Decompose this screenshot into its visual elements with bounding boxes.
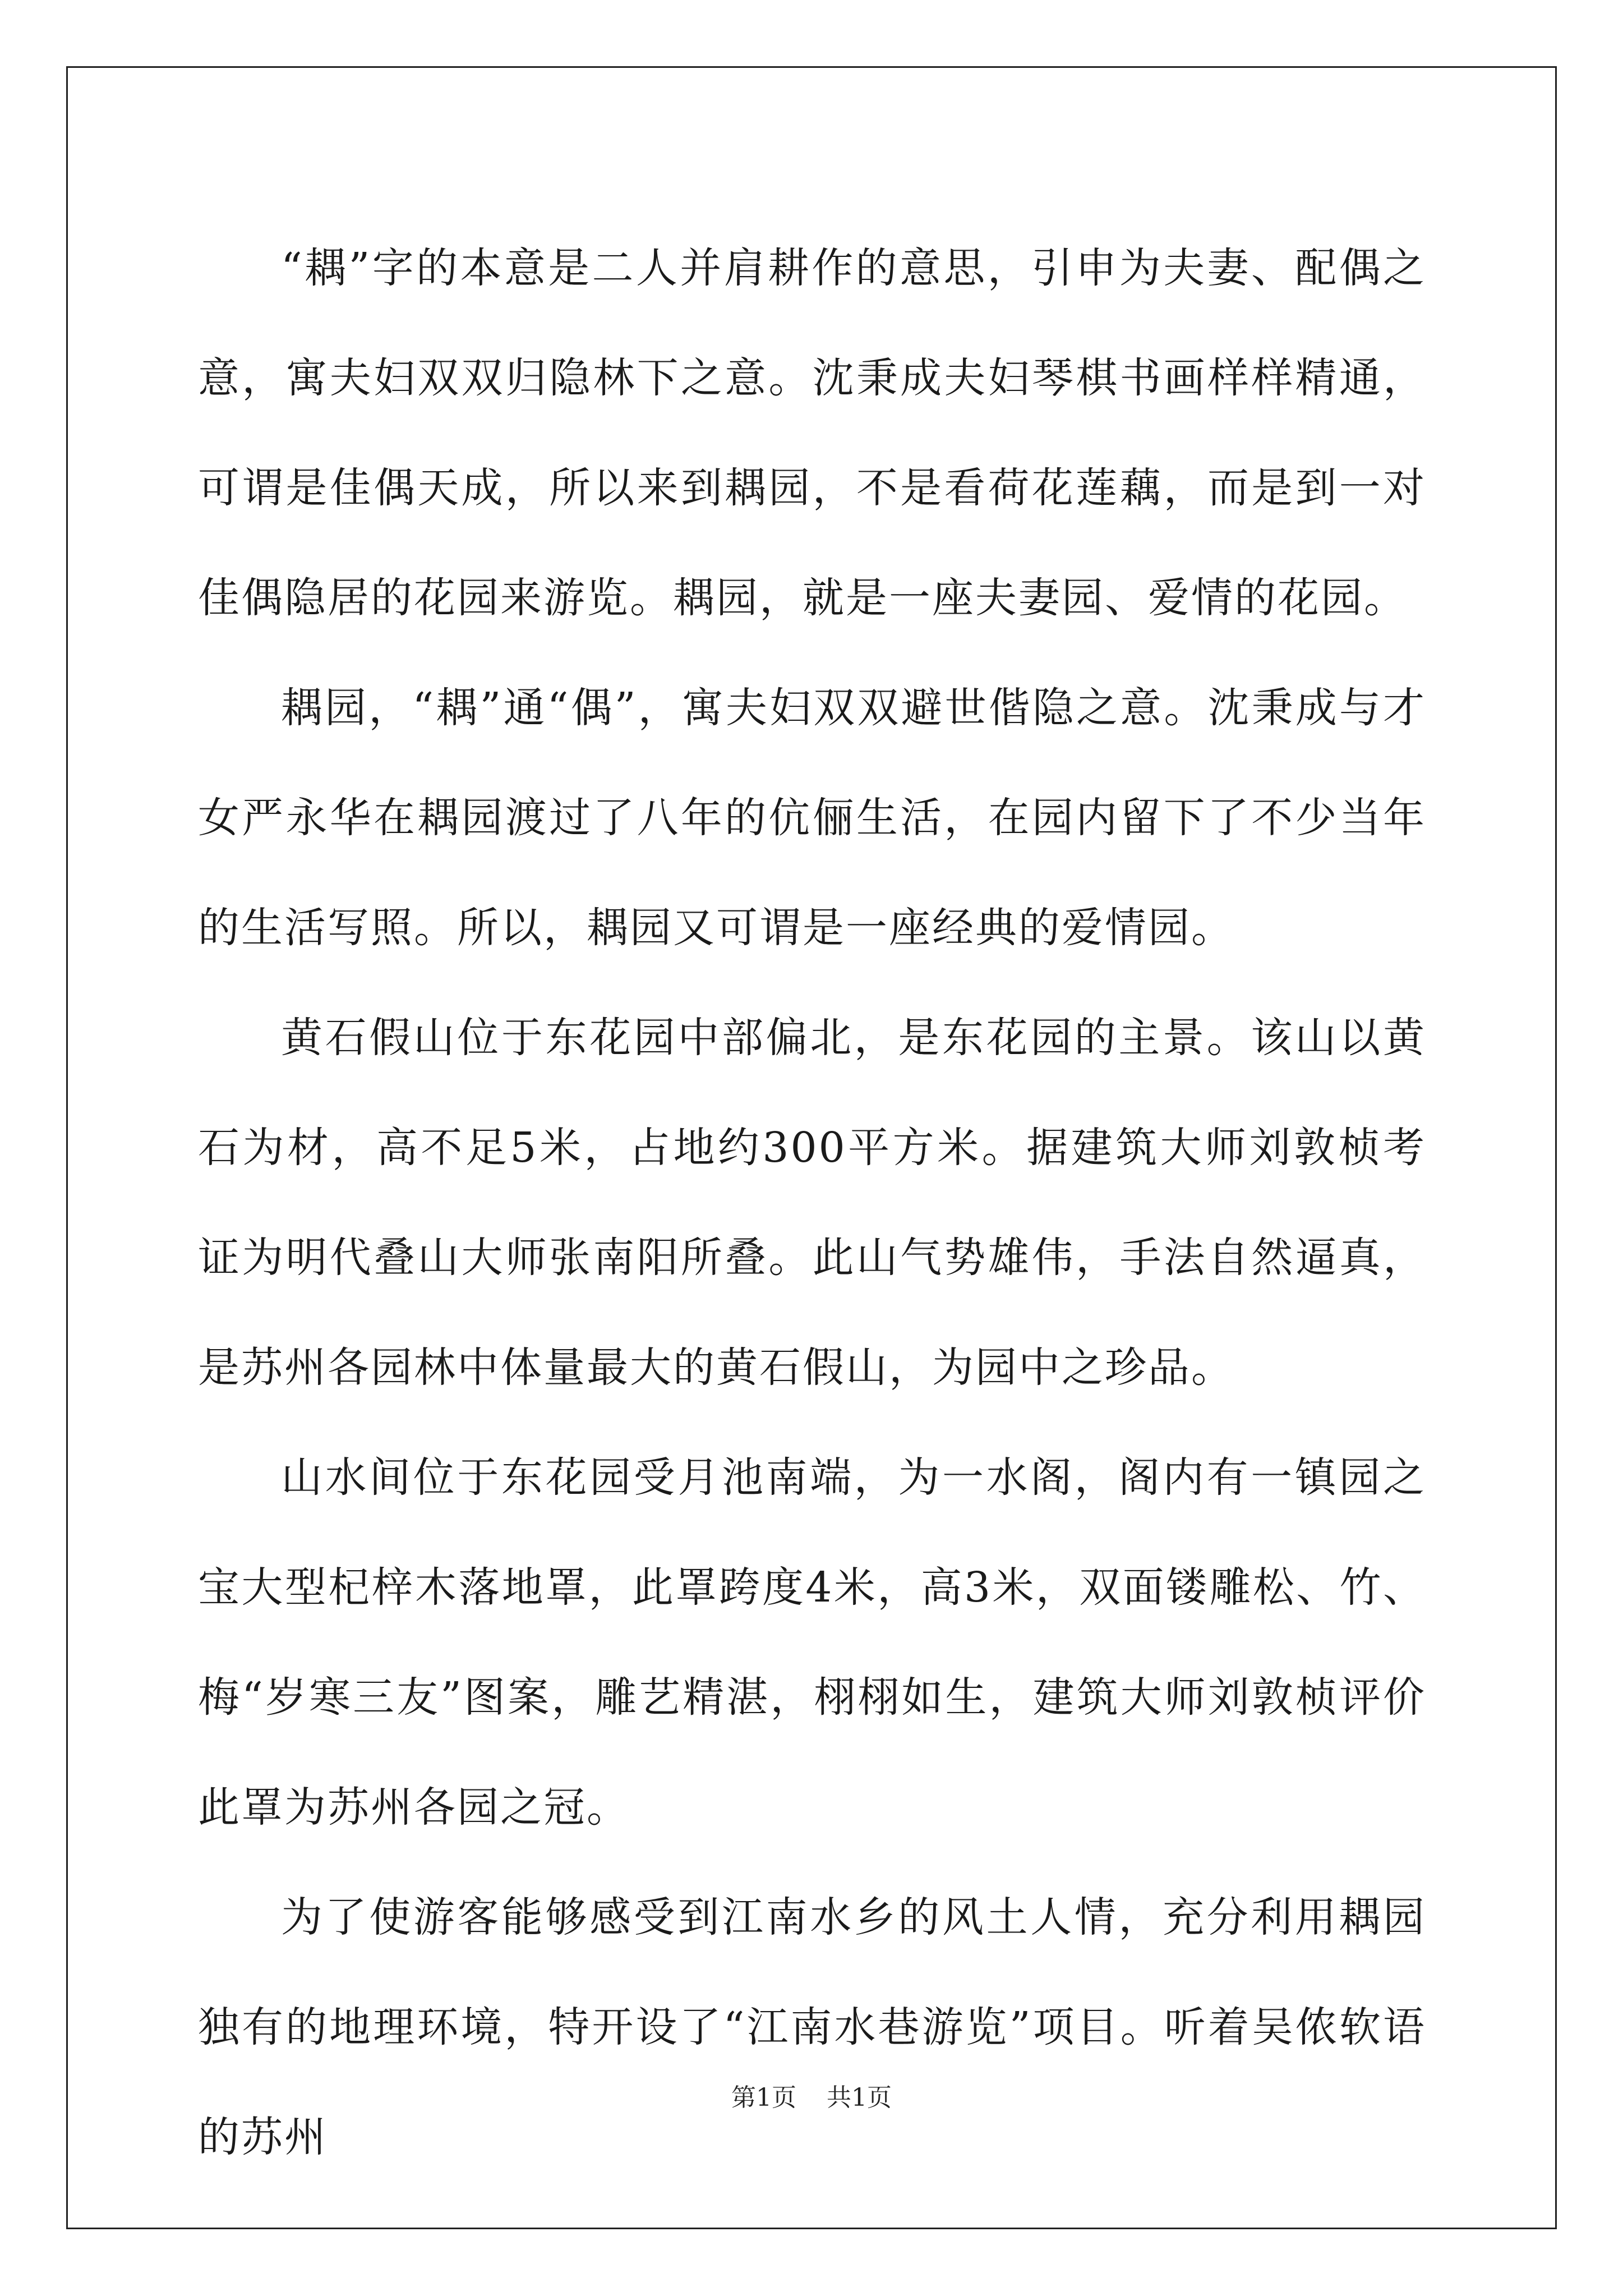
page-footer [0, 2081, 1623, 2115]
document-body [198, 213, 1426, 2192]
paragraph-5: 为了使游客能够感受到江南水乡的风土人情，充分利用耦园独有的地理环境，特开设了“江南水巷游览”项目。听着吴侬软语的苏州 [198, 1893, 1426, 2161]
paragraph-1: “耦”字的本意是二人并肩耕作的意思，引申为夫妻、配偶之意，寓夫妇双双归隐林下之意。沈秉成夫妇琴棋书画样样精通，可谓是佳偶天成，所以来到耦园，不是看荷花莲藕，而是到一对佳偶隐居的花园来游览。耦园，就是一座夫妻园、爱情的花园。 [198, 244, 1426, 622]
page-number: 第1页 [731, 2083, 796, 2112]
paragraph-4: 山水间位于东花园受月池南端，为一水阁，阁内有一镇园之宝大型杞梓木落地罩，此罩跨度4米，高3米，双面镂雕松、竹、梅“岁寒三友”图案，雕艺精湛，栩栩如生，建筑大师刘敦桢评价此罩为苏州各园之冠。 [198, 1453, 1426, 1832]
page-total: 共1页 [827, 2083, 892, 2112]
paragraph-3: 黄石假山位于东花园中部偏北，是东花园的主景。该山以黄石为材，高不足5米，占地约300平方米。据建筑大师刘敦桢考证为明代叠山大师张南阳所叠。此山气势雄伟，手法自然逼真，是苏州各园林中体量最大的黄石假山，为园中之珍品。 [198, 1014, 1426, 1392]
paragraph-2: 耦园，“耦”通“偶”，寓夫妇双双避世偕隐之意。沈秉成与才女严永华在耦园渡过了八年的伉俪生活，在园内留下了不少当年的生活写照。所以，耦园又可谓是一座经典的爱情园。 [198, 684, 1426, 952]
